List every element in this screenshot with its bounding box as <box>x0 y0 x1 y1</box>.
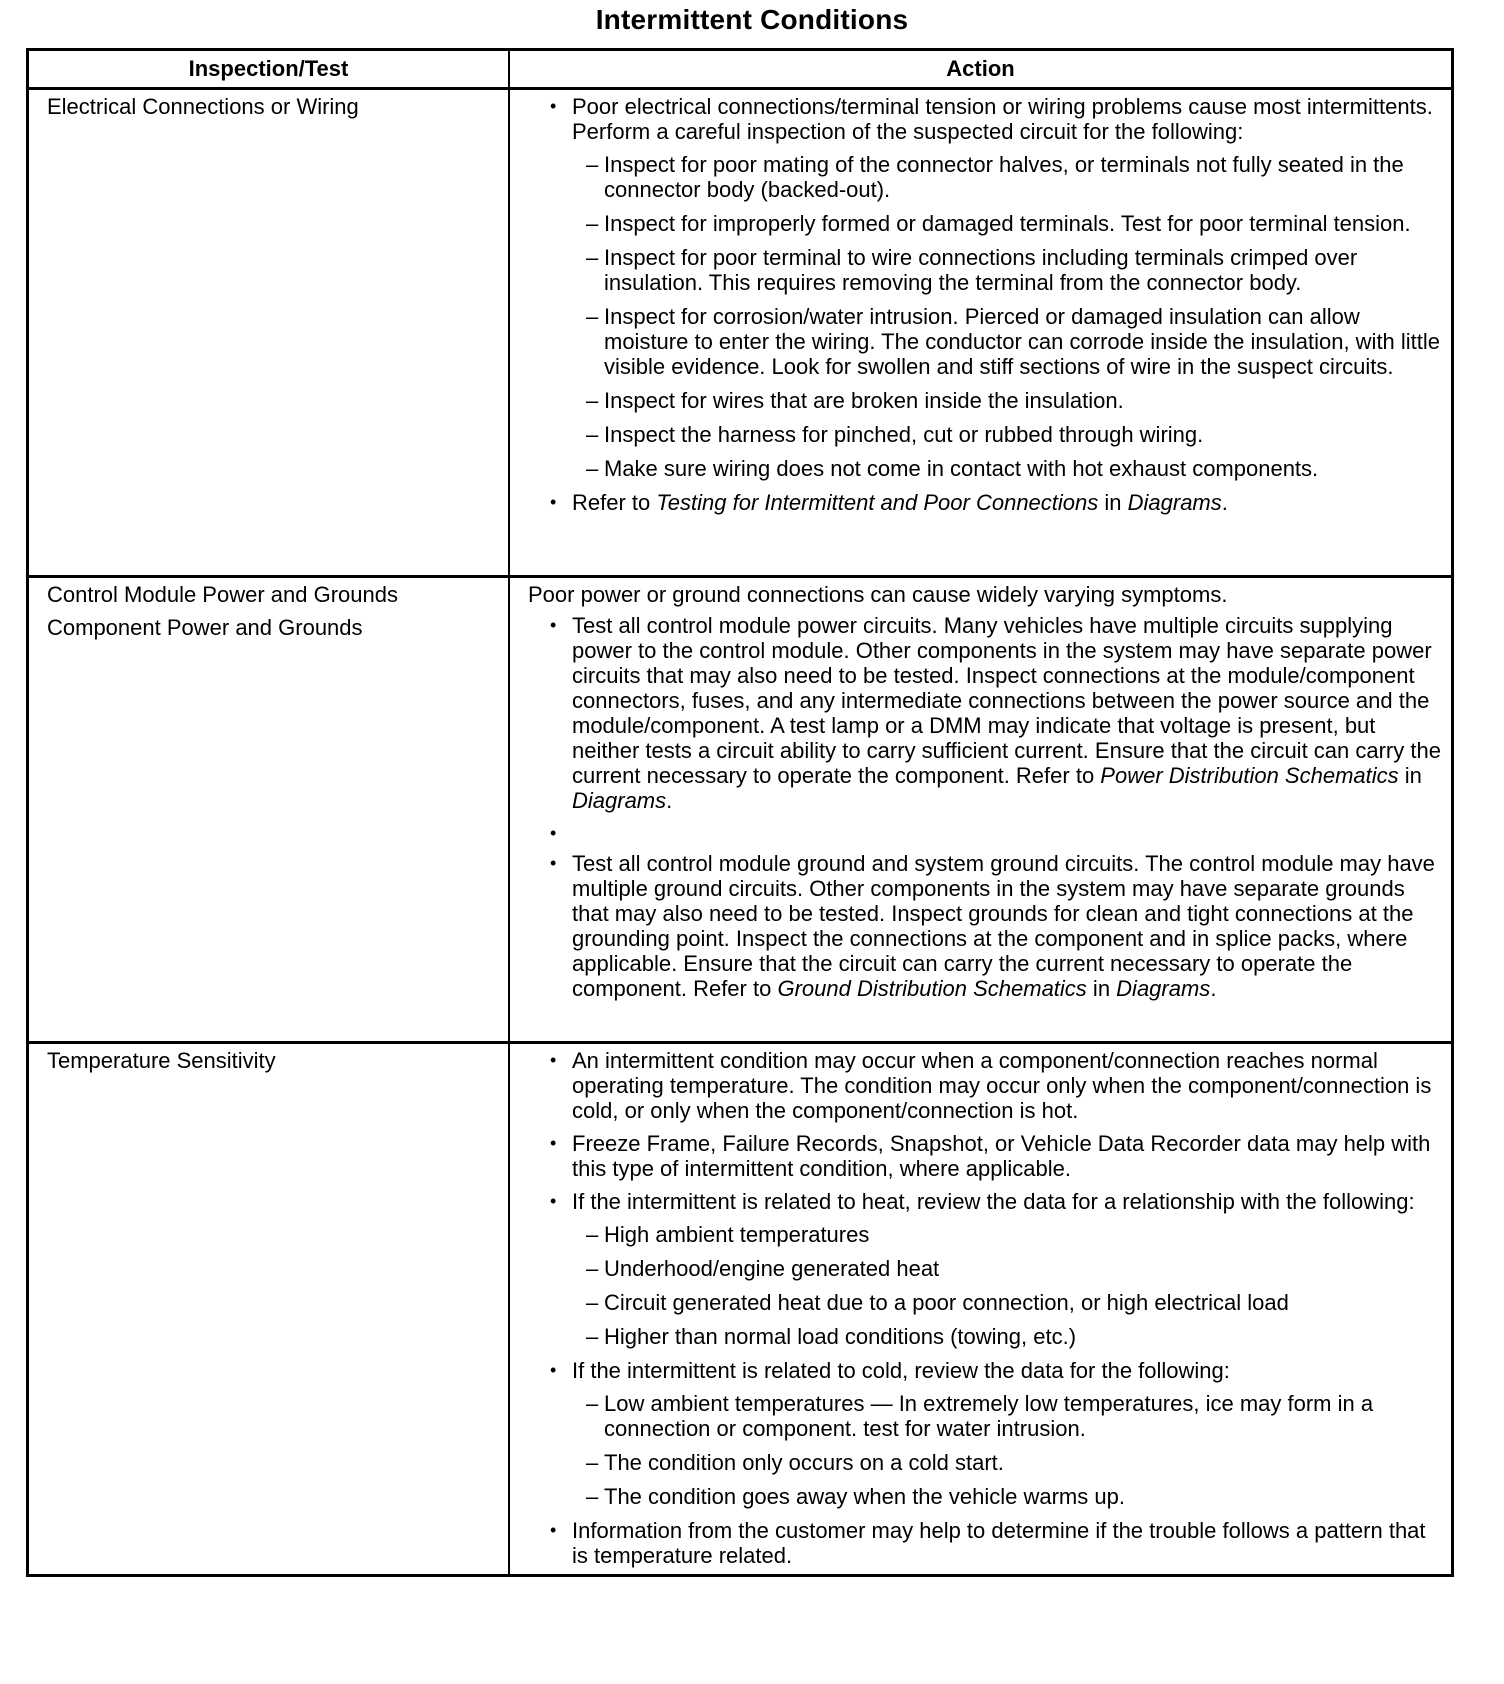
dash-item: – Circuit generated heat due to a poor connection, or high electrical load <box>572 1290 1443 1315</box>
table-row <box>28 1043 1453 1576</box>
bullet-item: • Test all control module ground and system ground circuits. The control module may have multiple ground circuits. Other components in the system may have separate grounds that may also need to be tested. Inspect grounds for clean and tight connections at the grounding point. Inspect the connections at the component and in splice packs, where applicable. Ensure that the circuit can carry the current necessary to operate the component. Refer to Ground Distribution Schematics in Diagrams. <box>528 851 1443 1001</box>
dash-item: – Inspect for improperly formed or damaged terminals. Test for poor terminal tension. <box>572 211 1443 236</box>
dash-item: – Inspect for corrosion/water intrusion. Pierced or damaged insulation can allow moisture to enter the wiring. The conductor can corrode inside the insulation, with little visible evidence. Look for swollen and stiff sections of wire in the suspect circuits. <box>572 304 1443 379</box>
table-row <box>28 577 1453 1043</box>
dash-item: – High ambient temperatures <box>572 1222 1443 1247</box>
bullet-item: • Test all control module power circuits. Many vehicles have multiple circuits supplying power to the control module. Other components in the system may have separate power circuits that may also need to be tested. Inspect connections at the module/component connectors, fuses, and any intermediate connections between the power source and the module/component. A test lamp or a DMM may indicate that voltage is present, but neither tests a circuit ability to carry sufficient current. Ensure that the circuit can carry the current necessary to operate the component. Refer to Power Distribution Schematics in Diagrams. <box>528 613 1443 813</box>
bullet-list <box>528 94 1443 515</box>
table-row <box>28 89 1453 577</box>
dash-list <box>572 1391 1443 1509</box>
dash-item: – Underhood/engine generated heat <box>572 1256 1443 1281</box>
reference-link: Testing for Intermittent and Poor Connections <box>656 490 1099 515</box>
reference-link: Diagrams <box>1116 976 1211 1001</box>
dash-list <box>572 152 1443 481</box>
action-cell <box>509 89 1453 577</box>
intro-text: Poor power or ground connections can cause widely varying symptoms. <box>528 582 1228 607</box>
bullet-list <box>528 613 1443 1001</box>
inspection-label: Temperature Sensitivity <box>47 1048 276 1073</box>
action-cell <box>509 1043 1453 1576</box>
bullet-item: • An intermittent condition may occur when a component/connection reaches normal operating temperature. The condition may occur only when the component/connection is cold, or only when the component/connection is hot. <box>528 1048 1443 1123</box>
intermittent-conditions-table <box>26 48 1454 1577</box>
dash-item: – The condition only occurs on a cold start. <box>572 1450 1443 1475</box>
page-title: Intermittent Conditions <box>595 4 909 35</box>
dash-item: – Inspect for poor mating of the connector halves, or terminals not fully seated in the connector body (backed-out). <box>572 152 1443 202</box>
dash-item: – Low ambient temperatures — In extremely low temperatures, ice may form in a connection or component. test for water intrusion. <box>572 1391 1443 1441</box>
dash-item: – Higher than normal load conditions (towing, etc.) <box>572 1324 1443 1349</box>
dash-item: – Inspect the harness for pinched, cut or rubbed through wiring. <box>572 422 1443 447</box>
inspection-cell <box>28 577 510 1043</box>
dash-item: – Inspect for wires that are broken inside the insulation. <box>572 388 1443 413</box>
header-inspection-test: Inspection/Test <box>28 50 510 89</box>
dash-item: – Make sure wiring does not come in contact with hot exhaust components. <box>572 456 1443 481</box>
header-action: Action <box>509 50 1453 89</box>
bullet-item: • Refer to Testing for Intermittent and Poor Connections in Diagrams. <box>528 490 1443 515</box>
table-header-row <box>28 50 1453 89</box>
action-cell <box>509 577 1453 1043</box>
bullet-list <box>528 1048 1443 1568</box>
dash-item: – Inspect for poor terminal to wire connections including terminals crimped over insulation. This requires removing the terminal from the connector body. <box>572 245 1443 295</box>
reference-link: Diagrams <box>1127 490 1222 515</box>
bullet-item: • Freeze Frame, Failure Records, Snapshot, or Vehicle Data Recorder data may help with this type of intermittent condition, where applicable. <box>528 1131 1443 1181</box>
bullet-item: • Information from the customer may help to determine if the trouble follows a pattern that is temperature related. <box>528 1518 1443 1568</box>
inspection-label: Control Module Power and Grounds <box>47 582 398 607</box>
dash-item: – The condition goes away when the vehicle warms up. <box>572 1484 1443 1509</box>
inspection-cell <box>28 1043 510 1576</box>
bullet-item: • If the intermittent is related to heat, review the data for a relationship with the following: – High ambient temperatures – Underhood/engine generated heat – Circuit generated heat due to a poor connection, or high electrical load – Higher than normal load conditions (towing, etc.) <box>528 1189 1443 1349</box>
reference-link: Diagrams <box>572 788 667 813</box>
bullet-item: • If the intermittent is related to cold, review the data for the following: – Low ambient temperatures — In extremely low temperatures, ice may form in a connection or component. test for water intrusion. – The condition only occurs on a cold start. – The condition goes away when the vehicle warms up. <box>528 1358 1443 1509</box>
bullet-item: • Poor electrical connections/terminal tension or wiring problems cause most intermittents. Perform a careful inspection of the suspected circuit for the following: – Inspect for poor mating of the connector halves, or terminals not fully seated in the connector body (backed-out). – Inspect for improperly formed or damaged terminals. Test for poor terminal tension. – Inspect for poor terminal to wire connections including terminals crimped over insulation. This requires removing the terminal from the connector body. – Inspect for corrosion/water intrusion. Pierced or damaged insulation can allow moisture to enter the wiring. The conductor can corrode inside the insulation, with little visible evidence. Look for swollen and stiff sections of wire in the suspect circuits. – Inspect for wires that are broken inside the insulation. – Inspect the harness for pinched, cut or rubbed through wiring. – Make sure wiring does not come in contact with hot exhaust components. <box>528 94 1443 481</box>
dash-list <box>572 1222 1443 1349</box>
inspection-label: Component Power and Grounds <box>47 615 363 640</box>
reference-link: Power Distribution Schematics <box>1100 763 1399 788</box>
inspection-label: Electrical Connections or Wiring <box>47 94 359 119</box>
spacer <box>528 821 1443 843</box>
inspection-cell <box>28 89 510 577</box>
reference-link: Ground Distribution Schematics <box>777 976 1087 1001</box>
